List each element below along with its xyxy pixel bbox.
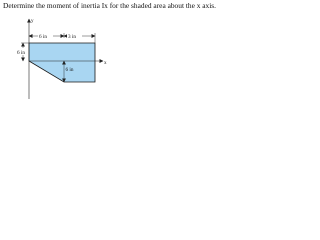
shaded-area [29,43,95,82]
dim-label-left-height: 6 in [17,50,25,56]
dim-label-bottom-height: 6 in [65,67,74,73]
dim-label-top-right: 3 in [68,34,76,40]
y-axis-label: y [31,18,34,24]
dim-label-top-left: 6 in [39,34,47,40]
figure [0,0,217,100]
x-axis-label: x [104,60,107,66]
question-text: Determine the moment of inertia Ix for the shaded area about the x axis. [3,1,217,10]
